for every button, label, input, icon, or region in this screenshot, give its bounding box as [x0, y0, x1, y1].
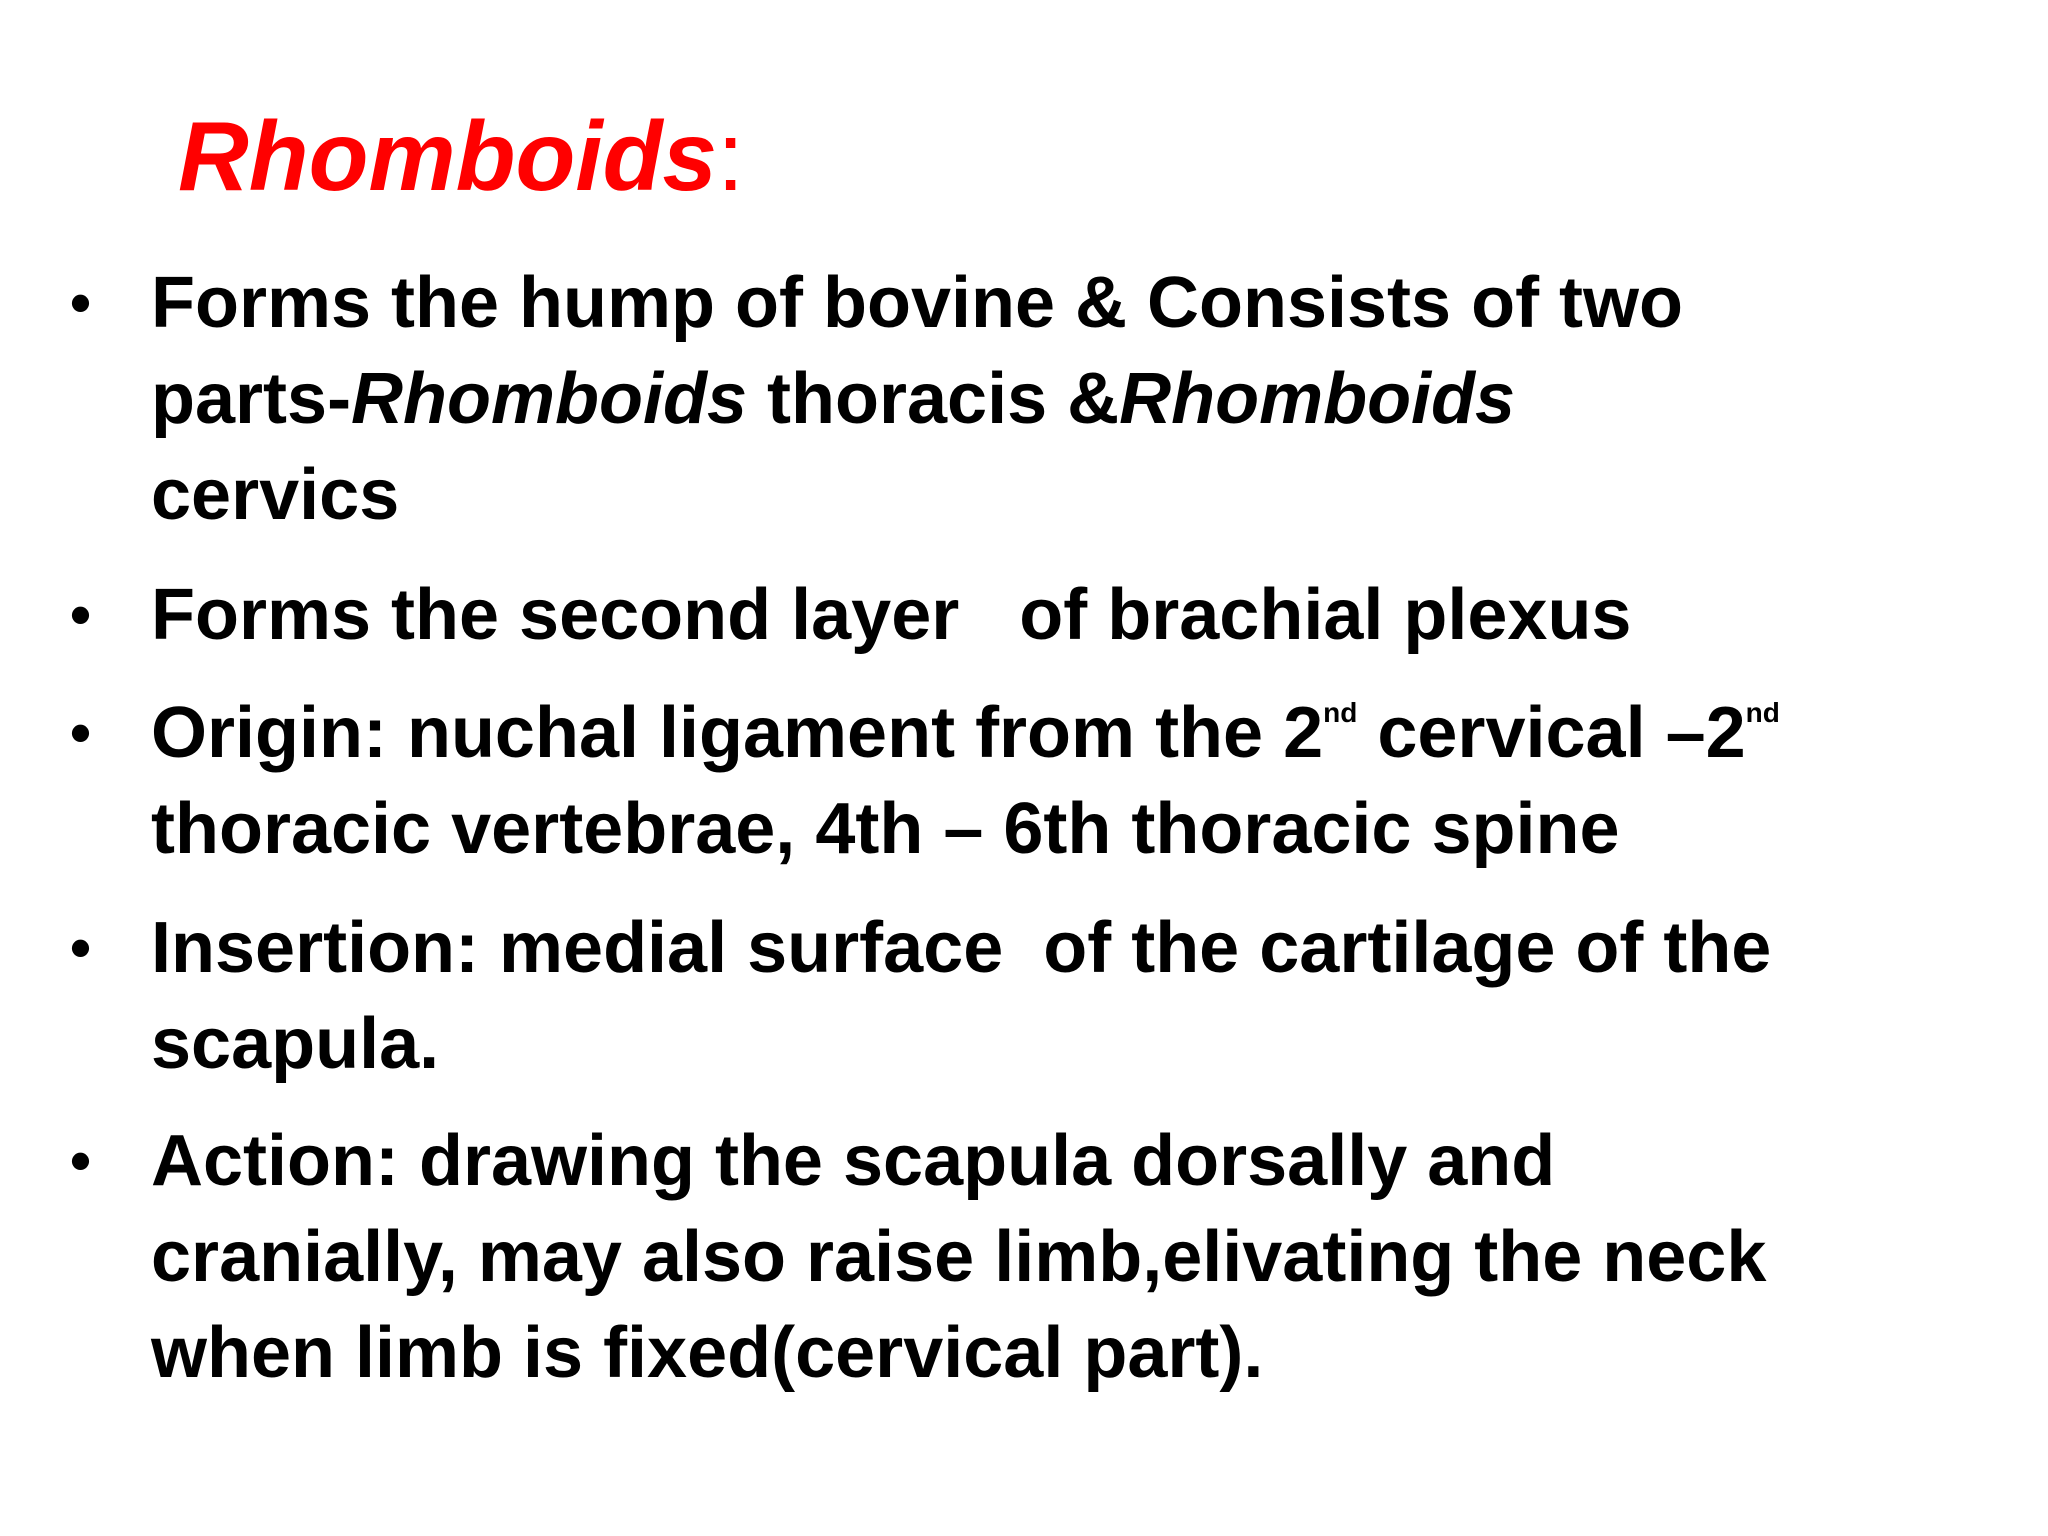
bullet-text: [151, 685, 2036, 877]
text-run: Origin: nuchal ligament from the 2: [151, 693, 1324, 773]
bullet-marker: •: [70, 1127, 92, 1194]
superscript: nd: [1745, 697, 1780, 728]
bullet-line: Insertion: medial surface of the cartilage of the: [151, 908, 1772, 988]
slide-title-colon: :: [716, 101, 745, 211]
bullet-text: [151, 900, 2036, 1092]
superscript: nd: [1323, 697, 1358, 728]
bullet-line: cervics: [151, 455, 400, 535]
bullet-marker: •: [70, 914, 92, 981]
bullet-text: [151, 255, 2036, 543]
text-run-italic: Rhomboids: [1119, 359, 1516, 439]
bullet-line: thoracic vertebrae, 4th – 6th thoracic spine: [151, 789, 1620, 869]
bullet-line: cranially, may also raise limb,elivating the neck: [151, 1217, 1767, 1297]
bullet-line: [151, 351, 2036, 447]
text-run: cervical –2: [1357, 693, 1746, 773]
bullet-text: [151, 1113, 2036, 1401]
bullet-line: Action: drawing the scapula dorsally and: [151, 1121, 1556, 1201]
bullet-line: Forms the second layer of brachial plexus: [151, 575, 1632, 655]
bullet-line: when limb is fixed(cervical part).: [151, 1313, 1264, 1393]
bullet-marker: •: [70, 269, 92, 336]
bullet-line: [151, 685, 2036, 781]
bullet-line: scapula.: [151, 1004, 440, 1084]
bullet-marker: •: [70, 699, 92, 766]
text-run-italic: Rhomboids: [351, 359, 748, 439]
slide-title-word: Rhomboids: [178, 101, 717, 211]
bullet-marker: •: [70, 581, 92, 648]
bullet-line: Forms the hump of bovine & Consists of two: [151, 263, 1684, 343]
text-run: thoracis &: [747, 359, 1120, 439]
bullet-text: [151, 567, 2036, 663]
text-run: parts-: [151, 359, 352, 439]
